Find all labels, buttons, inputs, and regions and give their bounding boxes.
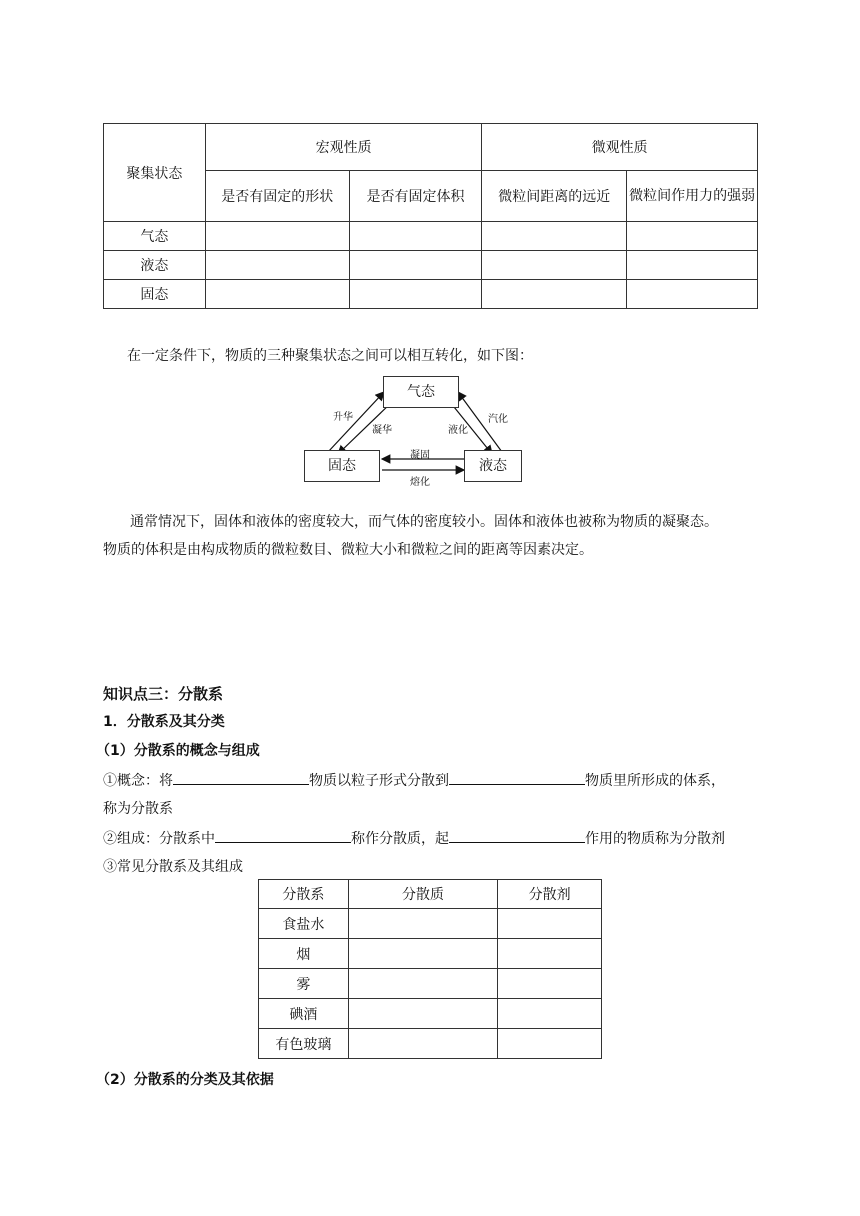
common-systems-heading: ③常见分散系及其组成 bbox=[103, 859, 243, 875]
answer-cell bbox=[482, 251, 627, 280]
answer-cell bbox=[348, 999, 498, 1029]
answer-cell bbox=[349, 280, 482, 309]
aggregation-state-table bbox=[103, 123, 758, 309]
fill-blank[interactable] bbox=[173, 769, 309, 785]
answer-cell bbox=[349, 251, 482, 280]
answer-cell bbox=[348, 939, 498, 969]
answer-cell bbox=[498, 999, 602, 1029]
answer-cell bbox=[348, 969, 498, 999]
solid-box: 固态 bbox=[304, 450, 380, 482]
header-micro: 微观性质 bbox=[482, 124, 758, 171]
table-header: 分散系 bbox=[259, 880, 349, 909]
paragraph-line: 通常情况下，固体和液体的密度较大，而气体的密度较小。固体和液体也被称为物质的凝聚态。 bbox=[130, 514, 718, 530]
label-vaporization: 汽化 bbox=[488, 414, 508, 425]
label-freezing: 凝固 bbox=[410, 450, 430, 461]
table-header: 分散剂 bbox=[498, 880, 602, 909]
answer-cell bbox=[349, 222, 482, 251]
sub-header: 微粒间作用力的强弱 bbox=[627, 171, 758, 222]
composition-text: 称作分散质，起 bbox=[351, 831, 449, 847]
answer-cell bbox=[348, 1029, 498, 1059]
header-macro: 宏观性质 bbox=[205, 124, 482, 171]
paragraph-line: 物质的体积是由构成物质的微粒数目、微粒大小和微粒之间的距离等因素决定。 bbox=[103, 542, 593, 558]
composition-text: 作用的物质称为分散剂 bbox=[585, 831, 725, 847]
answer-cell bbox=[627, 251, 758, 280]
answer-cell bbox=[498, 1029, 602, 1059]
row-label: 食盐水 bbox=[259, 909, 349, 939]
composition-line bbox=[103, 825, 725, 853]
label-desublimation: 凝华 bbox=[372, 425, 392, 436]
concept-text: 物质以粒子形式分散到 bbox=[309, 773, 449, 789]
fill-blank[interactable] bbox=[449, 769, 585, 785]
concept-text: ①概念：将 bbox=[103, 773, 173, 789]
answer-cell bbox=[498, 939, 602, 969]
composition-text: ②组成：分散系中 bbox=[103, 831, 215, 847]
sub-header: 是否有固定的形状 bbox=[205, 171, 349, 222]
row-label: 固态 bbox=[104, 280, 206, 309]
intro-text: 在一定条件下，物质的三种聚集状态之间可以相互转化，如下图： bbox=[127, 348, 533, 364]
answer-cell bbox=[498, 969, 602, 999]
answer-cell bbox=[498, 909, 602, 939]
concept-line bbox=[103, 767, 725, 795]
answer-cell bbox=[205, 251, 349, 280]
subsection-title: （1）分散系的概念与组成 bbox=[96, 743, 260, 759]
gas-box: 气态 bbox=[383, 376, 459, 408]
answer-cell bbox=[482, 280, 627, 309]
row-label: 雾 bbox=[259, 969, 349, 999]
row-label: 液态 bbox=[104, 251, 206, 280]
fill-blank[interactable] bbox=[215, 827, 351, 843]
concept-line: 称为分散系 bbox=[103, 801, 173, 817]
label-melting: 熔化 bbox=[410, 477, 430, 488]
label-liquefaction: 液化 bbox=[448, 425, 468, 436]
subsection-title: （2）分散系的分类及其依据 bbox=[96, 1072, 274, 1088]
row-label: 气态 bbox=[104, 222, 206, 251]
liquid-box: 液态 bbox=[464, 450, 522, 482]
row-label: 烟 bbox=[259, 939, 349, 969]
answer-cell bbox=[627, 222, 758, 251]
answer-cell bbox=[348, 909, 498, 939]
answer-cell bbox=[205, 222, 349, 251]
row-label: 碘酒 bbox=[259, 999, 349, 1029]
concept-text: 物质里所形成的体系， bbox=[585, 773, 725, 789]
answer-cell bbox=[482, 222, 627, 251]
state-transition-diagram bbox=[300, 372, 530, 488]
answer-cell bbox=[205, 280, 349, 309]
sub-header: 微粒间距离的远近 bbox=[482, 171, 627, 222]
answer-cell bbox=[627, 280, 758, 309]
table-header: 分散质 bbox=[348, 880, 498, 909]
subsection-title: 1．分散系及其分类 bbox=[103, 714, 225, 730]
row-label: 有色玻璃 bbox=[259, 1029, 349, 1059]
sub-header: 是否有固定体积 bbox=[349, 171, 482, 222]
fill-blank[interactable] bbox=[449, 827, 585, 843]
dispersion-table bbox=[258, 879, 602, 1059]
header-state: 聚集状态 bbox=[104, 124, 206, 222]
label-sublimation: 升华 bbox=[333, 412, 353, 423]
section-title: 知识点三：分散系 bbox=[103, 685, 224, 703]
